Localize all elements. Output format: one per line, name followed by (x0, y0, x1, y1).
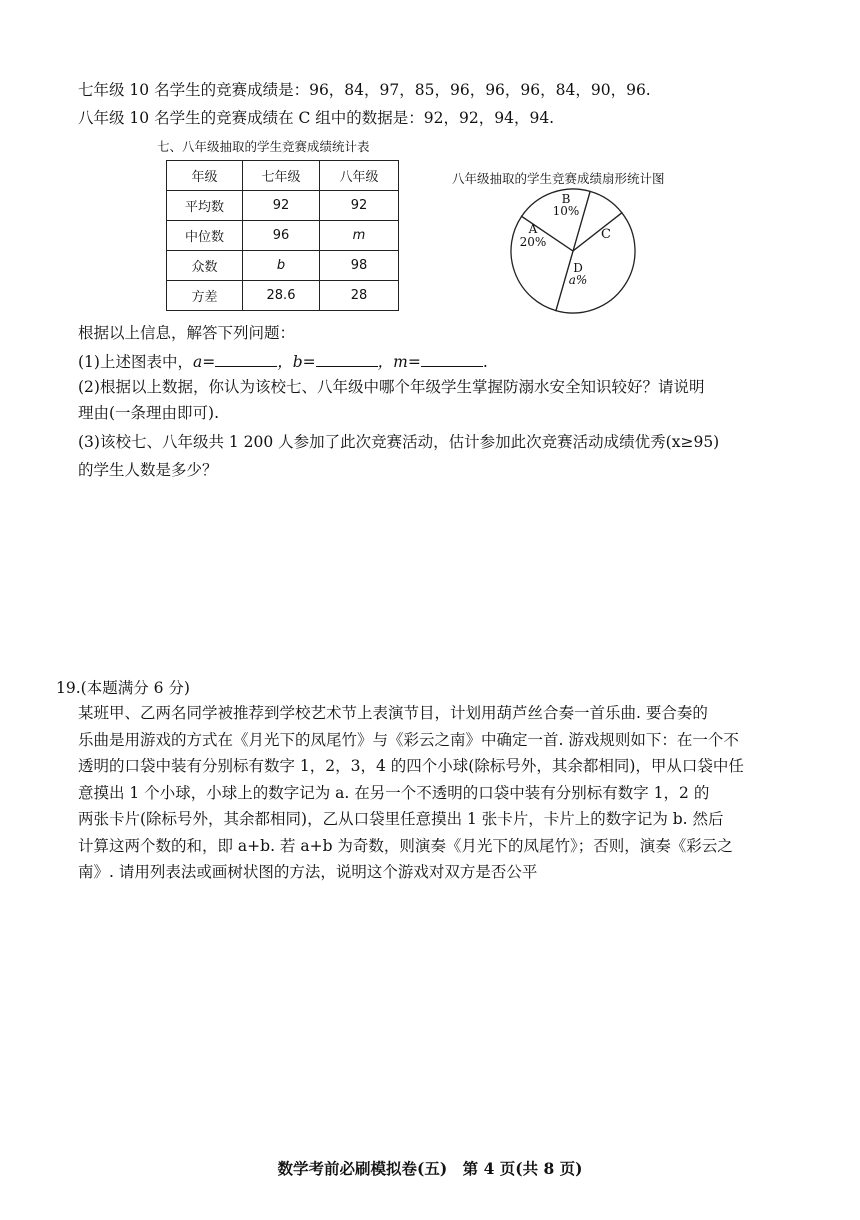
table-caption: 七、八年级抽取的学生竞赛成绩统计表 (157, 139, 370, 154)
table-cell: b (243, 251, 320, 281)
q19-line: 南》. 请用列表法或画树状图的方法，说明这个游戏对双方是否公平 (78, 863, 538, 881)
q19-line: 两张卡片(除标号外，其余都相同)，乙从口袋里任意摸出 1 张卡片，卡片上的数字记为 b. 然后 (78, 810, 724, 828)
grade8-groupc-scores: 八年级 10 名学生的竞赛成绩在 C 组中的数据是：92，92，94，94. (78, 109, 555, 127)
q1-m-label: ，m= (377, 353, 421, 371)
stats-table (166, 160, 399, 311)
pie-label-a-pct: 20% (519, 235, 547, 249)
table-row (167, 281, 399, 311)
pie-label-a: A (528, 222, 538, 236)
question-3-line-1: (3)该校七、八年级共 1 200 人参加了此次竞赛活动，估计参加此次竞赛活动成绩优秀(x≥95) (78, 433, 720, 451)
question-2-line-1: (2)根据以上数据，你认为该校七、八年级中哪个年级学生掌握防溺水安全知识较好？请说明 (78, 378, 705, 396)
pie-chart-title: 八年级抽取的学生竞赛成绩扇形统计图 (452, 171, 665, 186)
table-row (167, 251, 399, 281)
table-cell: 平均数 (167, 191, 243, 221)
q1-a-blank[interactable] (215, 351, 277, 367)
table-cell: 98 (320, 251, 399, 281)
q1-b-label: ，b= (277, 353, 316, 371)
pie-label-b: B (561, 192, 571, 206)
question-3-line-2: 的学生人数是多少？ (78, 461, 218, 479)
pie-label-d-pct: a% (568, 273, 588, 287)
header-cell: 七年级 (243, 161, 320, 191)
q19-line: 某班甲、乙两名同学被推荐到学校艺术节上表演节目，计划用葫芦丝合奏一首乐曲. 要合奏的 (78, 704, 708, 722)
q1-b-blank[interactable] (316, 351, 378, 367)
pie-label-d: D (573, 261, 583, 275)
table-cell: 96 (243, 221, 320, 251)
q19-line: 意摸出 1 个小球，小球上的数字记为 a. 在另一个不透明的口袋中装有分别标有数字 1，2 的 (78, 783, 710, 802)
header-cell: 年级 (167, 161, 243, 191)
pie-label-b-pct: 10% (552, 204, 580, 218)
q1-prefix: (1)上述图表中， (78, 353, 193, 371)
question-19-body (78, 700, 808, 886)
table-cell: 92 (243, 191, 320, 221)
header-cell: 八年级 (320, 161, 399, 191)
table-cell: 28 (320, 281, 399, 311)
question-2-line-2: 理由(一条理由即可). (78, 404, 220, 422)
q1-m-blank[interactable] (421, 351, 483, 367)
q19-line: 计算这两个数的和，即 a+b. 若 a+b 为奇数，则演奏《月光下的凤尾竹》；否则，演奏《彩云之 (78, 836, 733, 855)
q19-line: 透明的口袋中装有分别标有数字 1，2，3，4 的四个小球(除标号外，其余都相同)，甲从口袋中任 (78, 757, 744, 775)
pie-chart (508, 186, 638, 316)
question-19-heading: 19.(本题满分 6 分) (56, 679, 190, 697)
table-cell: 中位数 (167, 221, 243, 251)
grade7-scores: 七年级 10 名学生的竞赛成绩是：96，84，97，85，96，96，96，84，90，96. (78, 81, 651, 99)
table-cell: 92 (320, 191, 399, 221)
page-footer: 数学考前必刷模拟卷(五) 第 4 页(共 8 页) (277, 1159, 583, 1178)
table-row (167, 191, 399, 221)
q1-end: . (482, 353, 488, 371)
q1-a-label: a= (192, 353, 216, 371)
question-1 (78, 351, 488, 372)
table-cell: 众数 (167, 251, 243, 281)
table-cell: 方差 (167, 281, 243, 311)
table-cell: m (320, 221, 399, 251)
q19-line: 乐曲是用游戏的方式在《月光下的凤尾竹》与《彩云之南》中确定一首. 游戏规则如下：在一个不 (78, 730, 739, 749)
table-row (167, 221, 399, 251)
questions-lead: 根据以上信息，解答下列问题： (78, 324, 296, 342)
table-header-row (167, 161, 399, 191)
table-cell: 28.6 (243, 281, 320, 311)
pie-label-c: C (601, 227, 611, 242)
